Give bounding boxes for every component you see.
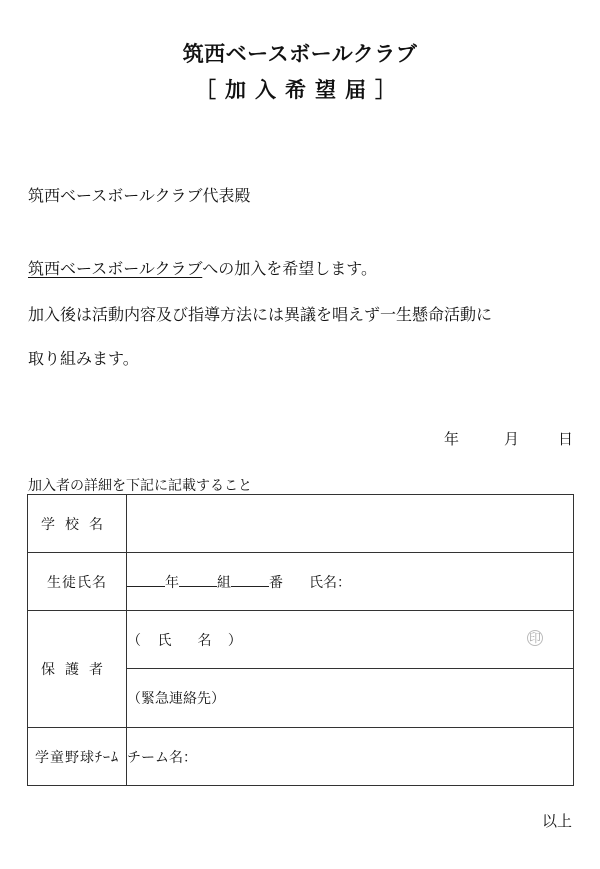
guardian-name-row: [28, 611, 574, 669]
school-field[interactable]: [127, 495, 574, 553]
number-blank[interactable]: [231, 572, 269, 587]
student-label: 生徒氏名: [28, 553, 127, 611]
student-class-text: 組: [217, 574, 231, 591]
student-field[interactable]: [127, 553, 574, 611]
guardian-name-field[interactable]: [127, 611, 574, 669]
document-title: 筑西ベースボールクラブ: [182, 42, 418, 66]
seal-icon: 印: [528, 630, 541, 645]
addressee: 筑西ベースボールクラブ代表殿: [28, 186, 251, 205]
guardian-name-text: （ 氏 名 ）: [127, 632, 248, 649]
instruction-text: 加入者の詳細を下記に記載すること: [28, 478, 252, 494]
year-blank[interactable]: [127, 572, 165, 587]
team-name-text: チーム名：: [127, 749, 197, 766]
class-blank[interactable]: [179, 572, 217, 587]
body-line-1-rest: への加入を希望します。: [202, 259, 377, 278]
student-number-text: 番: [269, 574, 283, 591]
application-form-table: [27, 494, 574, 786]
team-label: 学童野球ﾁｰﾑ: [28, 728, 127, 786]
team-field[interactable]: [127, 728, 574, 786]
body-line-1: [28, 256, 377, 279]
document-subtitle: ［加入希望届］: [195, 78, 405, 102]
body-line-2: 加入後は活動内容及び指導方法には異議を唱えず一生懸命活動に: [28, 305, 493, 324]
school-label: 学校名: [28, 495, 127, 553]
club-name-underlined: 筑西ベースボールクラブ: [28, 259, 203, 278]
school-row: [28, 495, 574, 553]
guardian-label: 保護者: [28, 611, 127, 728]
team-row: [28, 728, 574, 786]
date-month: 月: [504, 430, 520, 448]
guardian-contact-text: （緊急連絡先）: [127, 691, 225, 707]
student-row: [28, 553, 574, 611]
guardian-contact-field[interactable]: [127, 669, 574, 728]
student-name-text: 氏名：: [309, 574, 351, 591]
date-year: 年: [444, 430, 460, 448]
date-day: 日: [558, 430, 574, 448]
closing-text: 以上: [542, 812, 573, 830]
student-year-text: 年: [165, 574, 179, 591]
body-line-3: 取り組みます。: [28, 349, 139, 368]
